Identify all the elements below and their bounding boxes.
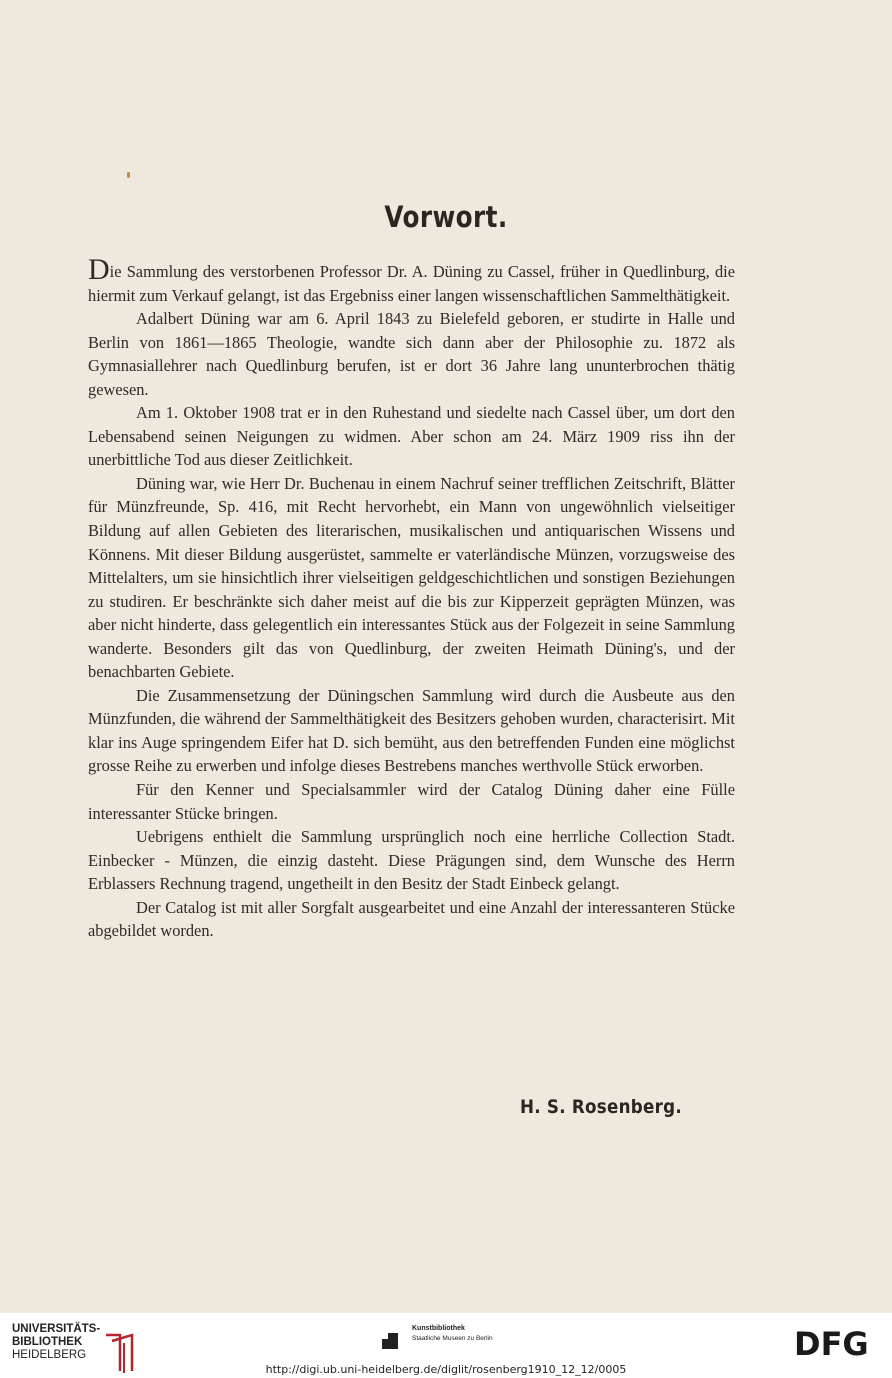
paragraph: Uebrigens enthielt die Sammlung ursprünglich noch eine herrliche Collection Stadt. Einbecker - Münzen, die einzig dasteht. Diese Prägungen sind, dem Wunsche des Herrn Erblassers Rechnung tragend, ungetheilt in den Besitz der Stadt Einbeck gelangt. (88, 827, 735, 894)
source-url[interactable]: http://digi.ub.uni-heidelberg.de/diglit/rosenberg1910_12_12/0005 (265, 1363, 627, 1376)
paragraph: Die Sammlung des verstorbenen Professor Dr. A. Düning zu Cassel, früher in Quedlinburg, die hiermit zum Verkauf gelangt, ist das Ergebniss einer langen wissenschaftlichen Sammelthätigkeit. (88, 253, 735, 305)
paper-stain (127, 172, 130, 178)
svg-text:DFG: DFG (794, 1327, 869, 1359)
page-title: Vorwort. (384, 200, 508, 234)
signature: H. S. Rosenberg. (519, 1096, 682, 1118)
paragraph: Für den Kenner und Specialsammler wird der Catalog Düning daher eine Fülle interessanter Stücke bringen. (88, 780, 735, 823)
preface-text (88, 253, 735, 943)
paragraph: Am 1. Oktober 1908 trat er in den Ruhestand und siedelte nach Cassel über, um dort den Lebensabend seinen Neigungen zu widmen. Aber schon am 24. März 1909 riss ihn der unerbittliche Tod aus dieser Zeitlichkeit. (88, 403, 735, 470)
dfg-logo-icon[interactable] (794, 1327, 879, 1359)
paragraph: Die Zusammensetzung der Düningschen Sammlung wird durch die Ausbeute aus den Münzfunden, die während der Sammelthätigkeit des Besitzers gehoben wurden, characterisirt. Mit klar ins Auge springendem Eifer hat D. sich bemüht, aus den betreffenden Funden eine möglichst grosse Reihe zu erwerben und infolge dieses Bestrebens manches werthvolle Stück erworben. (88, 685, 735, 776)
paragraph: Düning war, wie Herr Dr. Buchenau in einem Nachruf seiner trefflichen Zeitschrift, Blätter für Münzfreunde, Sp. 416, mit Recht hervorhebt, ein Mann von ungewöhnlich vielseitiger Bildung auf allen Gebieten des literarischen, musikalischen und antiquarischen Wissens und Könnens. Mit dieser Bildung ausgerüstet, sammelte er vaterländische Münzen, vorzugsweise des Mittelalters, um sie hinsichtlich ihrer vielseitigen geldgeschichtlichen und sonstigen Beziehungen zu studiren. Er beschränkte sich daher meist auf die bis zur Kipperzeit geprägten Münzen, was aber nicht hinderte, dass gelegentlich ein interessantes Stück aus der Folgezeit in seine Sammlung wanderte. Besonders gilt das von Quedlinburg, der zweiten Heimath Düning's, und der benachbarten Gebiete. (88, 473, 735, 682)
digitization-footer: UNIVERSITÄTS- BIBLIOTHEK HEIDELBERG Kunstbibliothek Staatliche Museen zu Berlin DFG http://digi.ub.uni-heidelberg.de/diglit/rosenberg1910_12_12/0005 (0, 1313, 892, 1378)
drop-cap: D (88, 253, 110, 286)
university-library-logo[interactable]: UNIVERSITÄTS- BIBLIOTHEK HEIDELBERG (12, 1323, 132, 1362)
kunstbibliothek-icon (380, 1329, 402, 1351)
paragraph: Der Catalog ist mit aller Sorgfalt ausgearbeitet und eine Anzahl der interessanteren Stücke abgebildet worden. (88, 897, 735, 941)
paragraph: Adalbert Düning war am 6. April 1843 zu Bielefeld geboren, er studirte in Halle und Berlin von 1861—1865 Theologie, wandte sich dann aber der Philosophie zu. 1872 als Gymnasiallehrer nach Quedlinburg berufen, ist er dort 36 Jahre lang ununterbrochen thätig gewesen. (88, 309, 735, 399)
